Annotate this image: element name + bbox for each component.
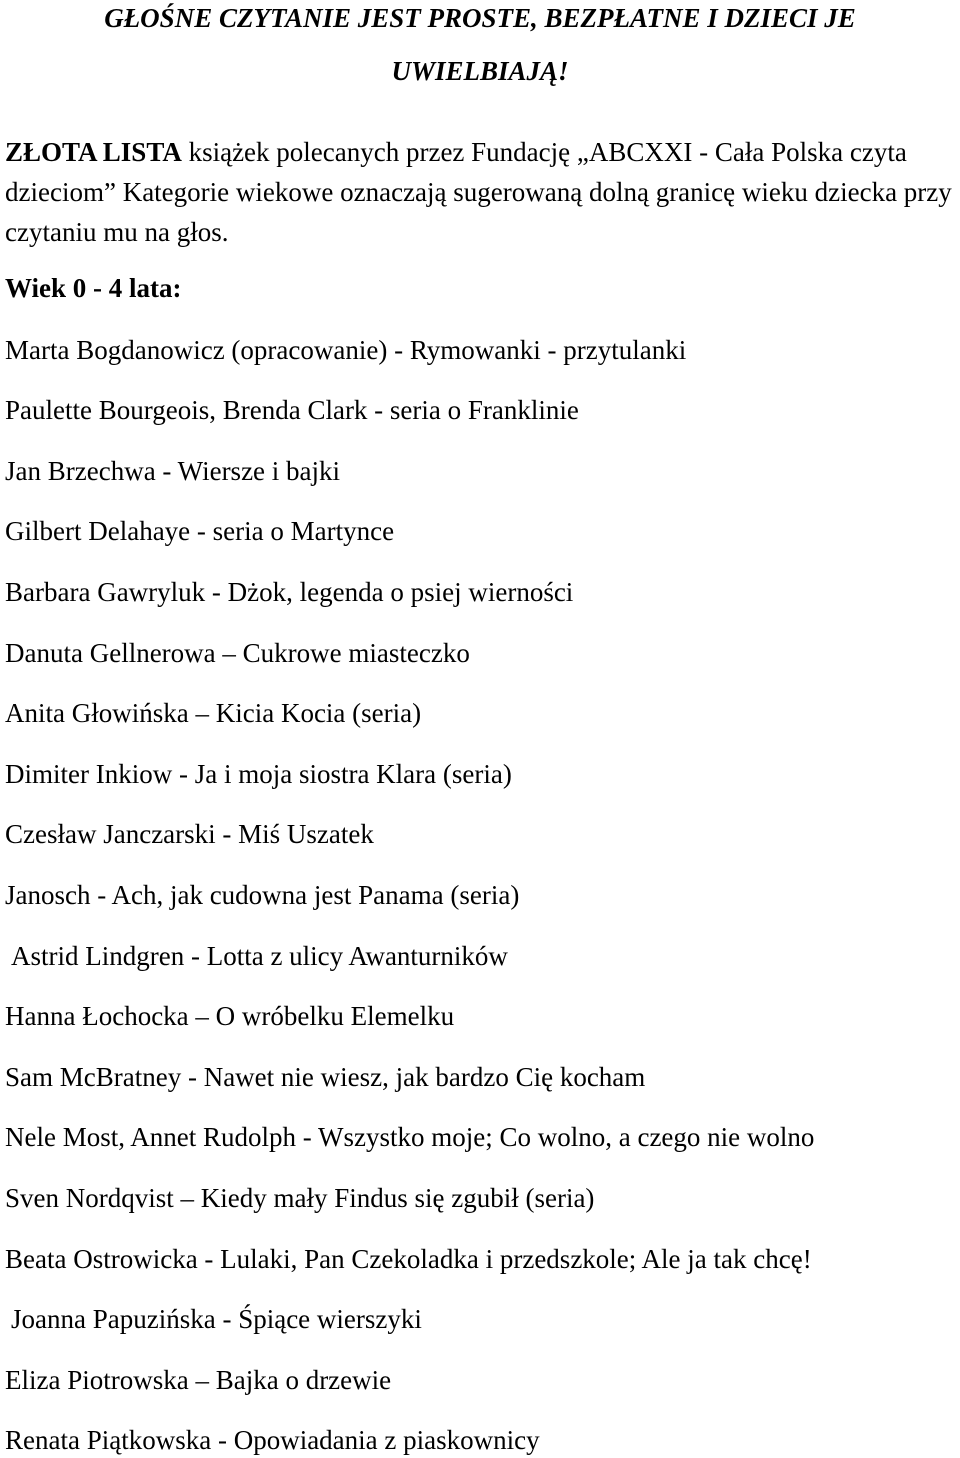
book-list-item: Nele Most, Annet Rudolph - Wszystko moje; Co wolno, a czego nie wolno [5, 1122, 815, 1152]
intro-paragraph [5, 132, 955, 252]
age-section-heading: Wiek 0 - 4 lata: [5, 273, 182, 303]
intro-text: książek polecanych przez Fundację „ABCXXI - Cała Polska czyta dzieciom” Kategorie wiekowe oznaczają sugerowaną dolną granicę wieku dziecka przy czytaniu mu na głos. [5, 137, 952, 247]
book-list-item: Marta Bogdanowicz (opracowanie) - Rymowanki - przytulanki [5, 335, 687, 365]
book-list-item: Sven Nordqvist – Kiedy mały Findus się zgubił (seria) [5, 1183, 595, 1213]
book-list-item: Gilbert Delahaye - seria o Martynce [5, 516, 395, 546]
book-list-item: Czesław Janczarski - Miś Uszatek [5, 819, 374, 849]
book-list-item: Astrid Lindgren - Lotta z ulicy Awanturników [11, 941, 508, 971]
golden-list-label: ZŁOTA LISTA [5, 137, 182, 167]
book-list-item: Paulette Bourgeois, Brenda Clark - seria o Franklinie [5, 395, 579, 425]
book-list-item: Danuta Gellnerowa – Cukrowe miasteczko [5, 638, 470, 668]
book-list-item: Dimiter Inkiow - Ja i moja siostra Klara (seria) [5, 759, 512, 789]
book-list-item: Sam McBratney - Nawet nie wiesz, jak bardzo Cię kocham [5, 1062, 646, 1092]
book-list-item: Barbara Gawryluk - Dżok, legenda o psiej wierności [5, 577, 574, 607]
book-list-item: Renata Piątkowska - Opowiadania z piaskownicy [5, 1425, 540, 1455]
book-list-item: Jan Brzechwa - Wiersze i bajki [5, 456, 341, 486]
book-list-item: Joanna Papuzińska - Śpiące wierszyki [11, 1304, 422, 1334]
book-list-item: Janosch - Ach, jak cudowna jest Panama (seria) [5, 880, 520, 910]
book-list-item: Hanna Łochocka – O wróbelku Elemelku [5, 1001, 455, 1031]
book-list-item: Anita Głowińska – Kicia Kocia (seria) [5, 698, 422, 728]
book-list-item: Beata Ostrowicka - Lulaki, Pan Czekoladka i przedszkole; Ale ja tak chcę! [5, 1244, 812, 1274]
document-title-line-1: GŁOŚNE CZYTANIE JEST PROSTE, BEZPŁATNE I DZIECI JE [104, 3, 856, 33]
book-list-item: Eliza Piotrowska – Bajka o drzewie [5, 1365, 392, 1395]
document-title-line-2: UWIELBIAJĄ! [391, 56, 569, 86]
